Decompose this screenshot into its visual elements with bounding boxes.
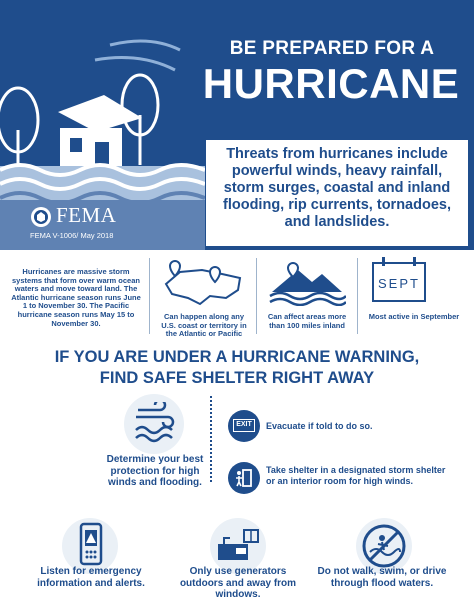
warning-heading-line1: IF YOU ARE UNDER A HURRICANE WARNING, <box>54 348 420 366</box>
divider <box>149 258 150 334</box>
calendar-ring <box>382 257 385 266</box>
warning-heading-line2: FIND SAFE SHELTER RIGHT AWAY <box>99 369 375 387</box>
generator-icon <box>216 526 260 566</box>
exit-sign: EXIT <box>233 419 255 432</box>
fema-code: FEMA V-1006/ May 2018 <box>30 231 114 240</box>
flood-text: Do not walk, swim, or drive through flood waters. <box>317 566 447 589</box>
threats-text: Threats from hurricanes include powerful winds, heavy rainfall, storm surges, coastal and inland flooding, rip currents, tornadoes, and landslides. <box>223 146 451 230</box>
phone-alert-icon <box>78 522 104 566</box>
no-flood-icon <box>360 522 408 570</box>
september-text: Most active in September <box>368 312 460 321</box>
divider <box>256 258 257 334</box>
dotted-divider <box>210 396 212 482</box>
shelter-text: Take shelter in a designated storm shelter or an interior room for high winds. <box>266 465 446 486</box>
calendar-ring <box>413 257 416 266</box>
wind-flood-icon <box>134 402 176 446</box>
evacuate-text: Evacuate if told to do so. <box>266 421 373 431</box>
door-person-icon <box>232 466 256 490</box>
fema-wordmark: FEMA <box>56 203 117 227</box>
dhs-seal-icon <box>30 206 52 228</box>
us-map-icon <box>160 260 248 308</box>
generators-text: Only use generators outdoors and away from windows. <box>179 566 297 600</box>
determine-text: Determine your best protection for high winds and flooding. <box>106 454 204 488</box>
season-text: Hurricanes are massive storm systems that form over warm ocean waters and move toward land. The Atlantic hurricane season runs June 1 to November 30. The Pacific hurricane season runs May 15 to November 30. <box>11 267 141 328</box>
coast-text: Can happen along any U.S. coast or territory in the Atlantic or Pacific <box>161 312 247 339</box>
page-title: HURRICANE <box>202 60 460 107</box>
divider <box>357 258 358 334</box>
inland-text: Can affect areas more than 100 miles inland <box>267 312 347 330</box>
listen-text: Listen for emergency information and alerts. <box>37 566 145 589</box>
title-line1: BE PREPARED FOR A <box>229 38 435 59</box>
mountain-flood-icon <box>268 260 346 306</box>
calendar-label: SEPT <box>378 276 420 291</box>
